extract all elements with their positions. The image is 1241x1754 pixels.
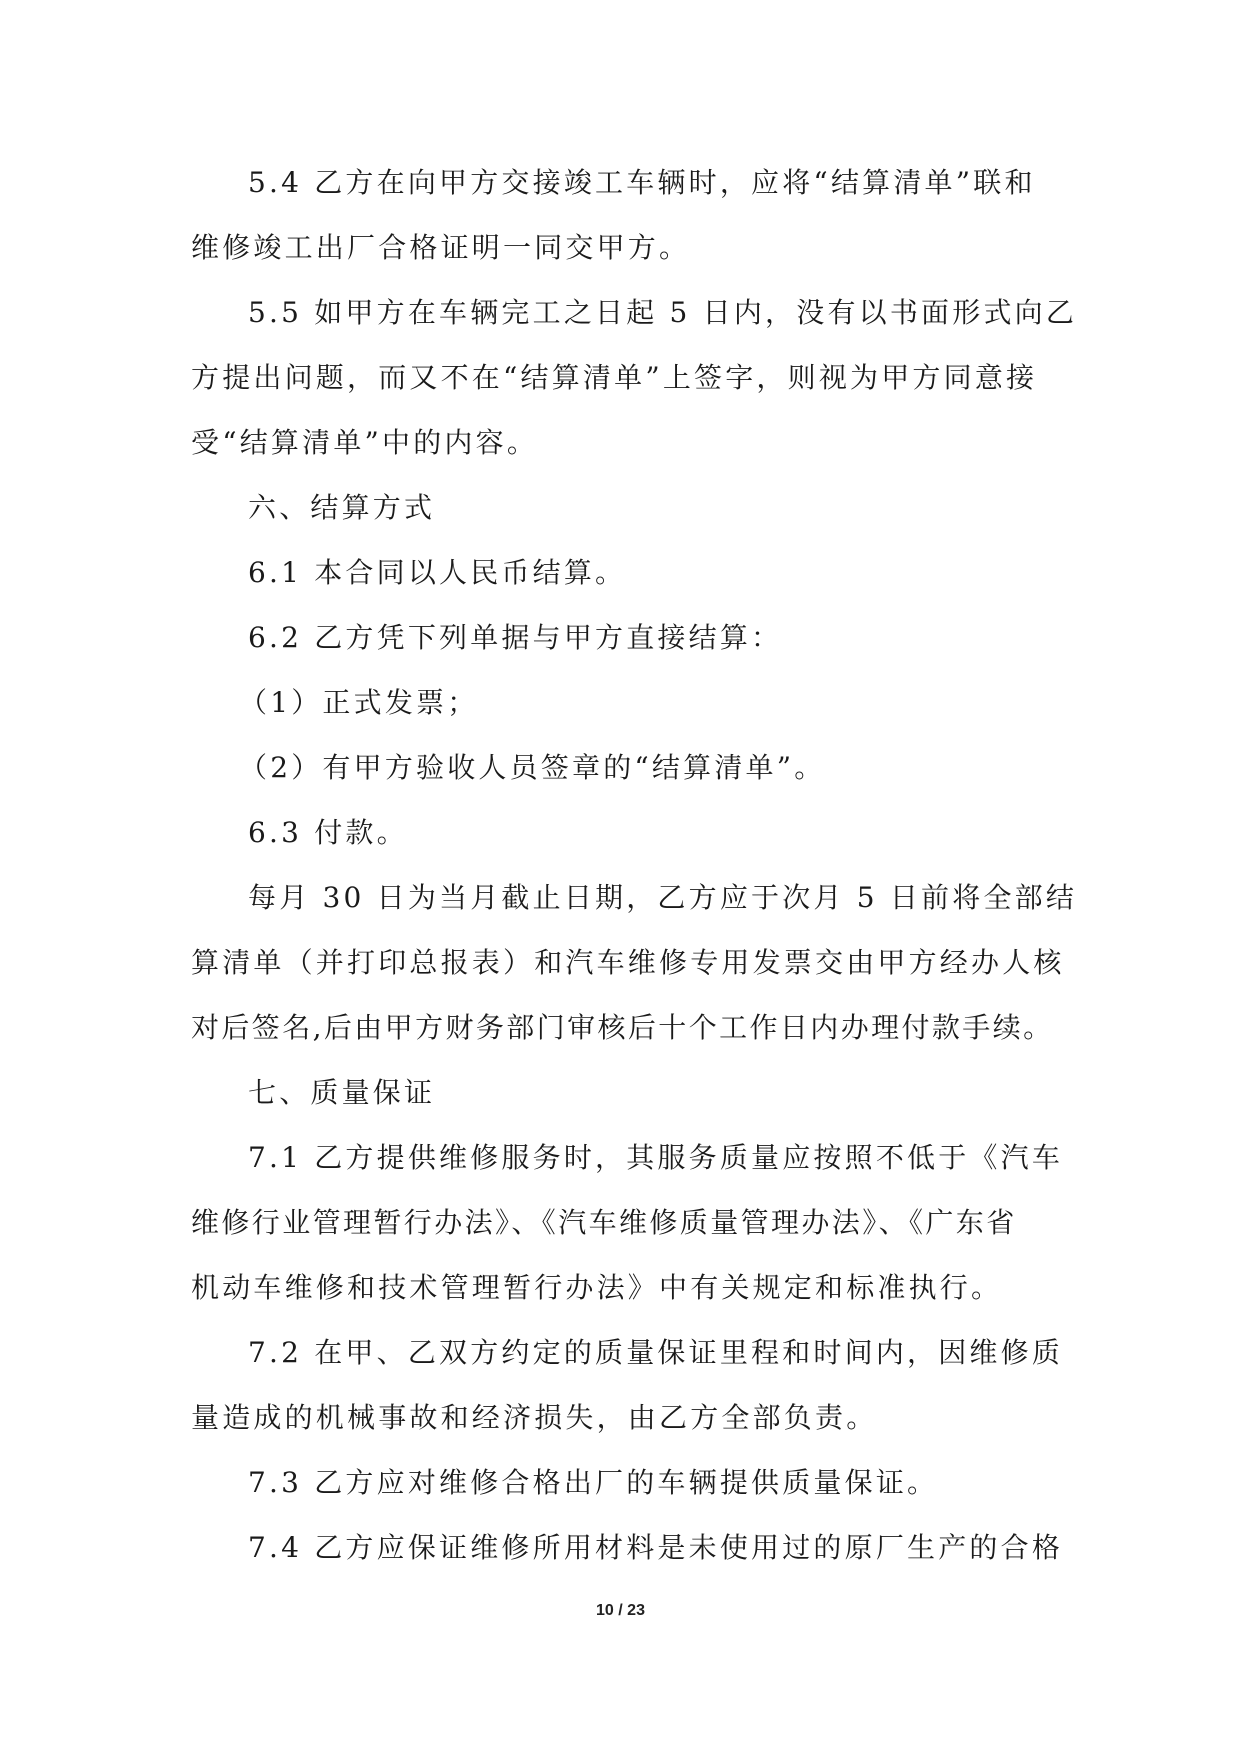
text-line: 7.1 乙方提供维修服务时，其服务质量应按照不低于《汽车 <box>248 1141 1064 1174</box>
document-body <box>191 150 1078 1580</box>
text-line: 每月 30 日为当月截止日期，乙方应于次月 5 日前将全部结 <box>248 881 1078 914</box>
text-line: 6.3 付款。 <box>248 816 408 849</box>
text-line: 受“结算清单”中的内容。 <box>191 426 539 459</box>
text-line: 维修行业管理暂行办法》、《汽车维修质量管理办法》、《广东省 <box>191 1206 1017 1239</box>
text-line: 7.2 在甲、乙双方约定的质量保证里程和时间内，因维修质 <box>248 1336 1064 1369</box>
text-line: 量造成的机械事故和经济损失，由乙方全部负责。 <box>191 1401 878 1434</box>
page-number: 10 / 23 <box>596 1602 645 1619</box>
text-line: 对后签名,后由甲方财务部门审核后十个工作日内办理付款手续。 <box>191 1011 1054 1044</box>
list-item: （2）有甲方验收人员签章的“结算清单”。 <box>239 751 826 784</box>
text-line: 维修竣工出厂合格证明一同交甲方。 <box>191 231 691 264</box>
text-line: 机动车维修和技术管理暂行办法》中有关规定和标准执行。 <box>191 1271 1003 1304</box>
section-heading: 七、质量保证 <box>248 1076 436 1109</box>
text-line: 方提出问题，而又不在“结算清单”上签字，则视为甲方同意接 <box>191 361 1038 394</box>
text-line: 6.1 本合同以人民币结算。 <box>248 556 627 589</box>
text-line: 7.3 乙方应对维修合格出厂的车辆提供质量保证。 <box>248 1466 939 1499</box>
list-item: （1）正式发票； <box>239 686 479 719</box>
text-line: 5.5 如甲方在车辆完工之日起 5 日内，没有以书面形式向乙 <box>248 296 1078 329</box>
text-line: 算清单（并打印总报表）和汽车维修专用发票交由甲方经办人核 <box>191 946 1065 979</box>
text-line: 7.4 乙方应保证维修所用材料是未使用过的原厂生产的合格 <box>248 1531 1064 1564</box>
text-line: 6.2 乙方凭下列单据与甲方直接结算： <box>248 621 783 654</box>
text-line: 5.4 乙方在向甲方交接竣工车辆时，应将“结算清单”联和 <box>248 166 1036 199</box>
section-heading: 六、结算方式 <box>248 491 436 524</box>
